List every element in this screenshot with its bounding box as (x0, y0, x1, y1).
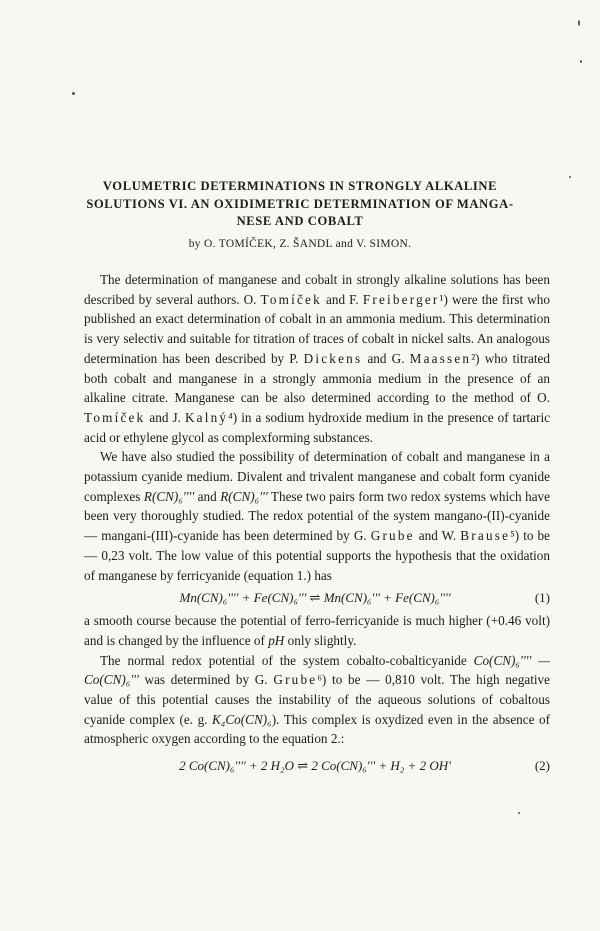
text: and G. (362, 350, 410, 366)
formula: pH (268, 632, 285, 648)
author-name: Dickens (303, 350, 363, 366)
paper-body (84, 270, 550, 779)
paragraph (84, 447, 550, 585)
scan-speck (580, 60, 582, 63)
author-name: Freiberger (362, 291, 440, 307)
formula: Co(CN)₆'''' — Co(CN)₆''' (84, 652, 551, 688)
equation-expression: 2 Co(CN)₆'''' + 2 H₂O ⇌ 2 Co(CN)₆''' + H₂ + 2 OH' (179, 758, 451, 774)
equation-2 (84, 753, 550, 779)
text: We have also studied the possibility of determination of cobalt and manganese in a potassium cyanide medium. Divalent and trivalent manganese and cobalt form cyanide complexes (84, 449, 550, 504)
author-name: Grube (273, 672, 318, 688)
paper-title (60, 178, 540, 231)
text: was determined by G. (138, 672, 274, 688)
text: ⁶) to be — 0,810 volt. The high negative value of this potential causes the instability of the aqueous solutions of cobaltous cyanide complex (e. g. (84, 672, 550, 727)
text: These two pairs form two redox systems which have been very thoroughly studied. The redox potential of the system mangano-(II)-cyanide — mangani-(III)-cyanide has been determined by G. (84, 488, 551, 544)
scan-speck (72, 92, 75, 95)
text: The determination of manganese and cobalt in strongly alkaline solutions has been described by several authors. O. (84, 272, 550, 307)
title-line: NESE AND COBALT (236, 214, 364, 228)
text: ⁴) in a sodium hydroxide medium in the presence of tartaric acid or ethylene glycol as complexforming substances. (84, 409, 550, 445)
text: a smooth course because the potential of ferro-ferricyanide is much higher (+0.46 volt) and is changed by the influence of (84, 613, 550, 648)
scan-speck (518, 812, 520, 814)
author-name: Kalný (184, 409, 229, 425)
author-name: Brause (460, 528, 511, 544)
scan-speck (578, 20, 580, 26)
author-name: Tomíček (260, 291, 322, 307)
formula: R(CN)₆'''' (143, 488, 195, 504)
author-name: Grube (370, 528, 415, 544)
formula: K₄Co(CN)₆ (212, 711, 272, 727)
equation-number: (1) (534, 590, 550, 606)
author-name: Maassen (409, 350, 472, 366)
formula: R(CN)₆''' (220, 488, 268, 504)
text: only slightly. (284, 632, 357, 648)
author-name: Tomíček (84, 409, 146, 425)
text: ¹) were the first who published an exact determination of cobalt in an ammonia medium. This determination is very selectiv and suitable for titration of traces of cobalt in nickel salts. An analogous determination has been described by P. (84, 291, 550, 366)
title-line: VOLUMETRIC DETERMINATIONS IN STRONGLY ALKALINE (102, 179, 498, 193)
equation-expression: Mn(CN)₆'''' + Fe(CN)₆''' ⇌ Mn(CN)₆''' + Fe(CN)₆'''' (179, 590, 451, 606)
paragraph (84, 651, 550, 750)
equation-number: (2) (534, 758, 550, 774)
text: ). This complex is oxydized even in the absence of atmospheric oxygen according to the equation 2.: (84, 711, 550, 747)
paragraph (84, 270, 550, 447)
text: ²) who titrated both cobalt and manganese in a strongly ammonia medium in the presence of an alkaline citrate. Manganese can be also determined according to the method of O. (84, 350, 550, 406)
text: and W. (414, 528, 461, 544)
paper-authors: by O. TOMÍČEK, Z. ŠANDL and V. SIMON. (188, 238, 412, 250)
text: and J. (145, 409, 185, 425)
text: and (194, 488, 221, 504)
text: The normal redox potential of the system cobalto-cobalticyanide (100, 652, 474, 668)
paragraph (84, 611, 550, 650)
title-line: SOLUTIONS VI. AN OXIDIMETRIC DETERMINATION OF MANGA- (86, 196, 514, 211)
text: and F. (321, 291, 363, 307)
scan-speck (569, 176, 571, 178)
text: ⁵) to be — 0,23 volt. The low value of this potential supports the hypothesis that the oxidation of manganese by ferricyanide (equation 1.) has (84, 528, 550, 583)
equation-1 (84, 585, 550, 611)
